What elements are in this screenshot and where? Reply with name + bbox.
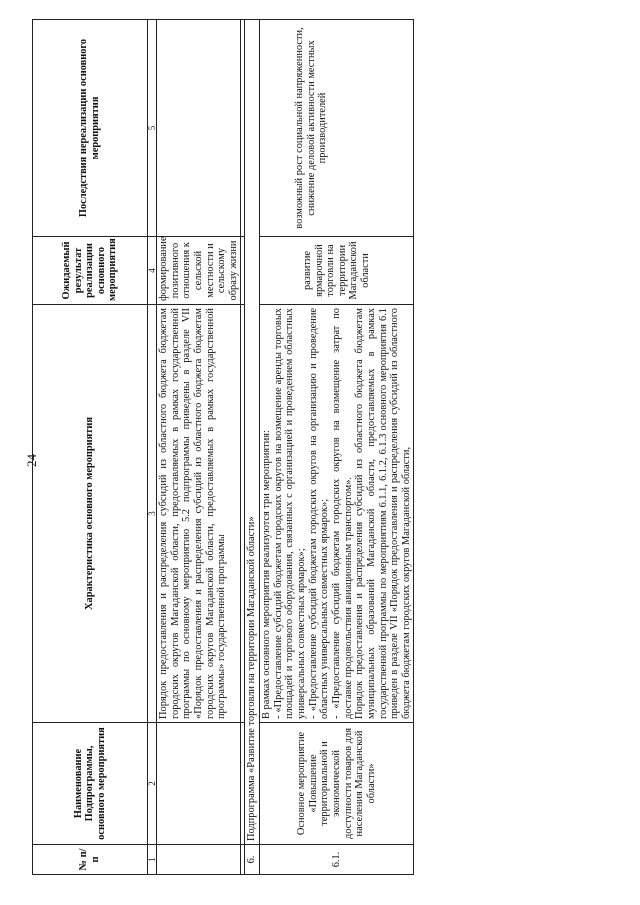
- cell-empty: [157, 845, 241, 875]
- header-expected-result: Ожидаемый результат реализации основного мероприятия: [33, 237, 148, 305]
- column-number: 4: [148, 237, 157, 305]
- page-number: 24: [24, 454, 39, 467]
- measure-description: В рамках основного мероприятия реализуются три мероприятия: - «Предоставление субсидий бюджетам городских округов на возмещение аренды торговых площадей и торгового оборудования, связанных с организацией и проведением областных универсальных совместных ярмарок»; - «Предоставление субсидий бюджетам городских округов на организацию и проведение областных универсальных совместных ярмарок»; - «Предоставление субсидий бюджетам городских округов на возмещение затрат по доставке продовольствия авиационным транспортом». Порядок предоставления и распределения субсидий из областного бюджета бюджетам муниципальных образований Магаданской области, предоставляемых в рамках государственной программы по мероприятиям 6.1.1, 6.1.2, 6.1.3 основного мероприятия 6.1 приведен в разделе VII «Порядок предоставления и распределения субсидий из областного бюджета бюджетам городских округов Магаданской области,: [260, 305, 414, 723]
- table-row-continued: [157, 20, 241, 875]
- column-number: 5: [148, 20, 157, 237]
- column-number: 2: [148, 723, 157, 845]
- measure-name: Основное мероприятие «Повышение территориальной и экономической доступности товаров для населения Магаданской области»: [260, 723, 414, 845]
- measures-table: [32, 19, 414, 875]
- column-number: 1: [148, 845, 157, 875]
- cell-empty: [157, 20, 241, 237]
- column-number-row: [148, 20, 157, 875]
- column-number: 3: [148, 305, 157, 723]
- table-header-row: [33, 20, 148, 875]
- cell-empty: [157, 723, 241, 845]
- measure-consequences: возможный рост социальной напряженности, снижение деловой активности местных производителей: [260, 20, 414, 237]
- header-name: Наименование Подпрограммы, основного мероприятия: [33, 723, 148, 845]
- measure-expected-result: развитие ярмарочной торговли на территории Магаданской области: [260, 237, 414, 305]
- header-description: Характеристика основного мероприятия: [33, 305, 148, 723]
- subprogram-title: Подпрограмма «Развитие торговли на территории Магаданской области»: [245, 20, 260, 845]
- cell-expected-result: формирование позитивного отношения к сельской местности и сельскому образу жизни: [157, 237, 241, 305]
- subprogram-row: [245, 20, 260, 875]
- row-number: 6.1.: [260, 845, 414, 875]
- header-number: № п/п: [33, 845, 148, 875]
- table-row-6-1: [260, 20, 414, 875]
- header-consequences: Последствия нереализации основного мероприятия: [33, 20, 148, 237]
- subprogram-number: 6.: [245, 845, 260, 875]
- cell-description: Порядок предоставления и распределения субсидий из областного бюджета бюджетам городских округов Магаданской области, предоставляемых в рамках государственной программы по основному мероприятию 5.2 подпрограммы приведены в разделе VII «Порядок предоставления и распределения субсидий из областного бюджета бюджетам городских округов Магаданской области, предоставляемых в рамках государственной программы» государственной программы: [157, 305, 241, 723]
